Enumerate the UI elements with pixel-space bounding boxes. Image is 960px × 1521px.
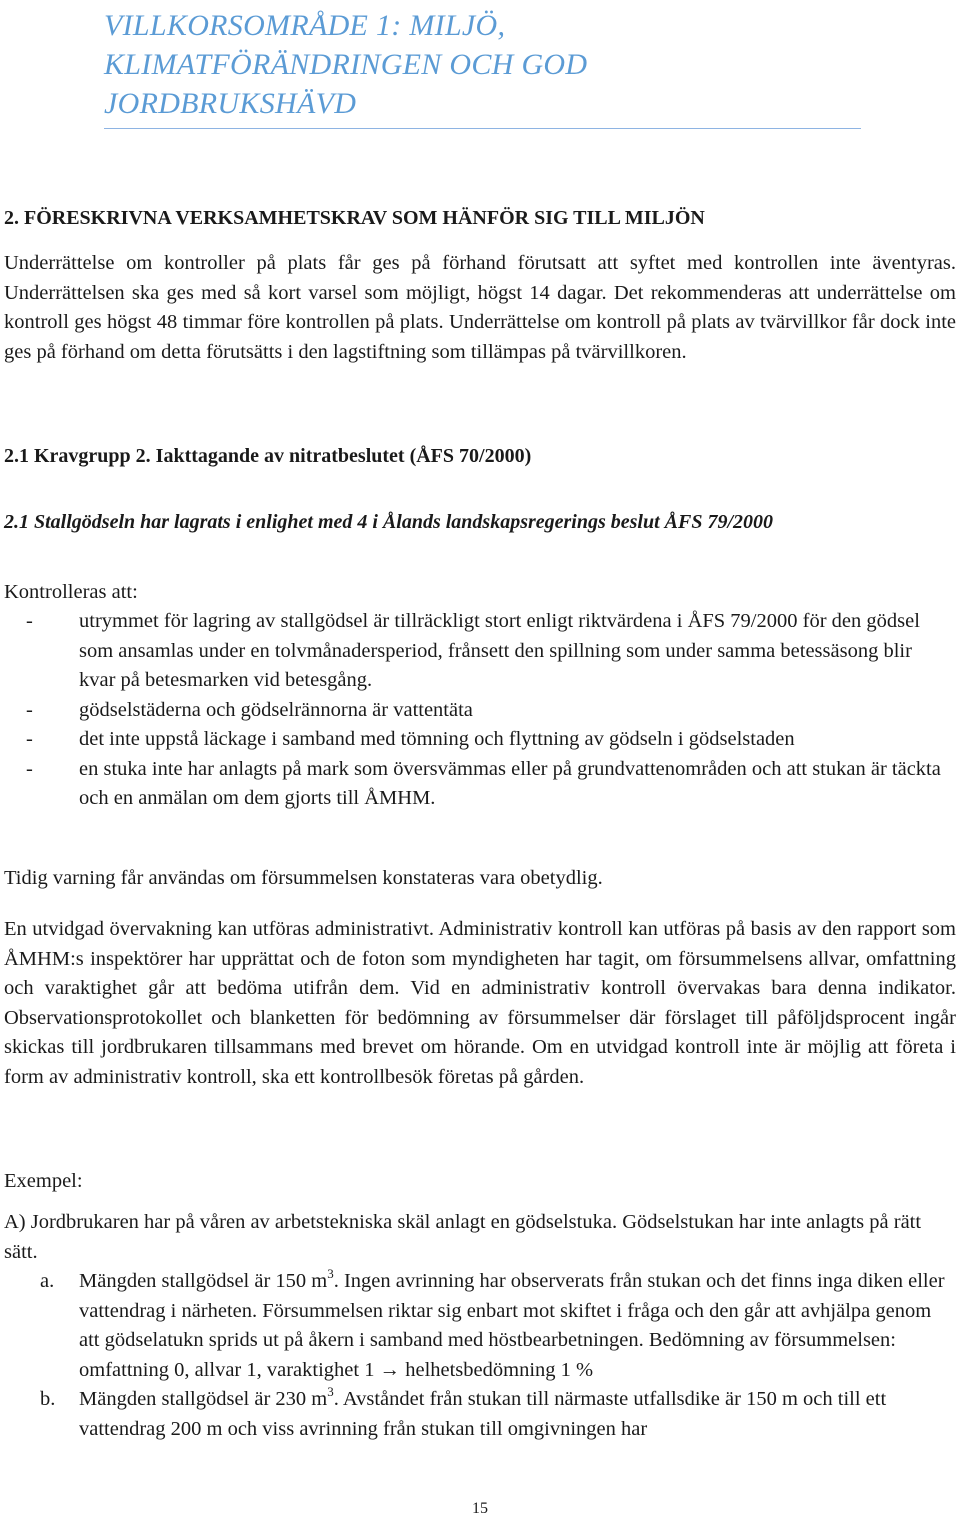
list-item-text: gödselstäderna och gödselrännorna är vattentäta	[79, 698, 473, 721]
item-text: helhetsbedömning 1 %	[400, 1358, 594, 1381]
list-item	[0, 725, 951, 755]
title-line: KLIMATFÖRÄNDRINGEN OCH GOD	[104, 48, 588, 81]
item-text: Mängden stallgödsel är 230 m	[79, 1388, 328, 1410]
superscript: 3	[327, 1266, 334, 1282]
early-warning-paragraph: Tidig varning får användas om försummelsen konstateras vara obetydlig.	[4, 867, 603, 889]
intro-paragraph: Underrättelse om kontroller på plats får ges på förhand förutsatt att syftet med kontrollen inte äventyras. Underrättelsen ska ges med så kort varsel som möjligt, högst 14 dagar. Det rekommenderas att underrättelse om kontroll ges högst 48 timmar före kontrollen på plats. Underrättelse om kontroll på plats av tvärvillkor får dock inte ges på förhand om detta förutsätts i den lagstiftning som tillämpas på tvärvillkoren.	[4, 252, 956, 363]
list-item-text: utrymmet för lagring av stallgödsel är tillräckligt stort enligt riktvärdena i ÅFS 79/2000 för den gödsel som ansamlas under en tolvmånadersperiod, frånsett den spillning som under samma betessäsong blir kvar på betesmarken vid betesgång.	[79, 610, 920, 691]
arrow-right-icon: →	[379, 1358, 401, 1381]
list-item-text: en stuka inte har anlagts på mark som översvämmas eller på grundvattenområden och att stukan är täckta och en anmälan om dem gjorts till ÅMHM.	[79, 757, 941, 809]
section-heading: 2. FÖRESKRIVNA VERKSAMHETSKRAV SOM HÄNFÖR SIG TILL MILJÖN	[4, 207, 705, 229]
example-intro: A) Jordbrukaren har på våren av arbetstekniska skäl anlagt en gödselstuka. Gödselstukan har inte anlagts på rätt sätt.	[4, 1211, 922, 1263]
list-item	[0, 607, 951, 696]
list-item	[0, 696, 951, 726]
list-item	[0, 755, 951, 814]
subsection-heading: 2.1 Kravgrupp 2. Iakttagande av nitratbeslutet (ÅFS 70/2000)	[4, 445, 532, 467]
example-item-a	[0, 1267, 951, 1385]
item-text: Mängden stallgödsel är 150 m	[79, 1270, 328, 1292]
bullet-marker: -	[26, 728, 33, 750]
list-item-text: det inte uppstå läckage i samband med tömning och flyttning av gödseln i gödselstaden	[79, 728, 795, 750]
bullet-marker: -	[26, 610, 33, 632]
example-label: Exempel:	[4, 1170, 83, 1192]
superscript: 3	[327, 1384, 334, 1400]
example-list	[0, 1267, 960, 1444]
title-underline	[104, 128, 861, 129]
bullet-marker: -	[26, 698, 33, 721]
requirement-heading: 2.1 Stallgödseln har lagrats i enlighet med 4 i Ålands landskapsregerings beslut ÅFS 79/2000	[4, 511, 774, 533]
item-marker: a.	[40, 1270, 55, 1292]
requirement-list	[0, 607, 960, 814]
example-item-b	[0, 1385, 951, 1444]
page-number: 15	[472, 1500, 488, 1517]
item-text: . Avståndet från stukan till närmaste utfallsdike är 150 m och till ett vattendrag 200 m och viss avrinning från stukan till omgivningen har	[79, 1388, 887, 1440]
title-line: JORDBRUKSHÄVD	[104, 87, 357, 120]
item-text: . Ingen avrinning har observerats från stukan och det finns inga diken eller vattendrag i närheten. Försummelsen riktar sig enbart mot skiftet i fråga och den går att avhjälpa genom att gödselatukn sprids ut på åkern i samband med höstbearbetningen. Bedömning av försummelsen: omfattning 0, allvar 1, varaktighet 1	[79, 1270, 945, 1381]
bullet-marker: -	[26, 757, 33, 780]
checked-label: Kontrolleras att:	[4, 581, 138, 603]
item-marker: b.	[40, 1388, 56, 1410]
administrative-control-paragraph: En utvidgad övervakning kan utföras administrativt. Administrativ kontroll kan utföras på basis av den rapport som ÅMHM:s inspektörer har upprättat och de foton som myndigheten har tagit, om försummelsens allvar, omfattning och varaktighet går att bedöma utifrån dem. Vid en administrativ kontroll övervakas bara denna indikator. Observationsprotokollet och blanketten för bedömning av försummelser där förslaget till påföljdsprocent ingår skickas till jordbrukaren tillsammans med brevet om hörande. Om en utvidgad kontroll inte är möjlig att företa i form av administrativ kontroll, ska ett kontrollbesök företas på gården.	[4, 918, 956, 1088]
page-title	[104, 6, 864, 123]
title-line: VILLKORSOMRÅDE 1: MILJÖ,	[104, 9, 506, 42]
